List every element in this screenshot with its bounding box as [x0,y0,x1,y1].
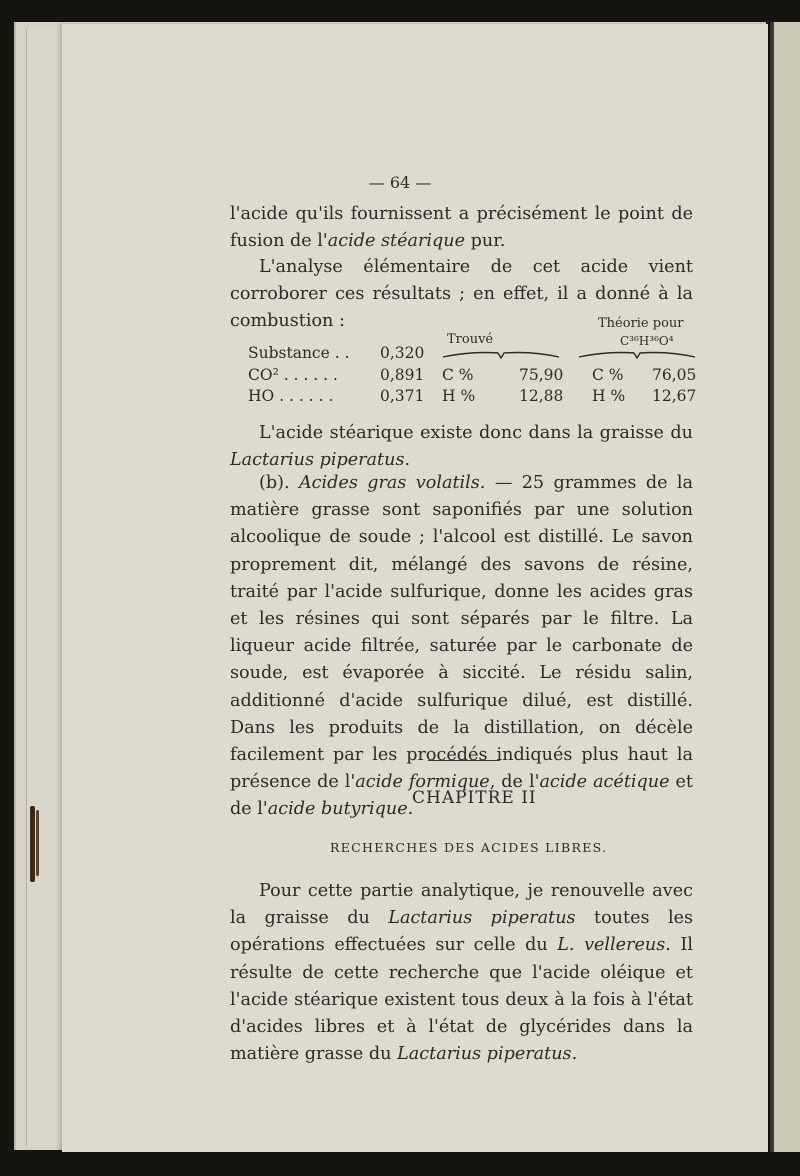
italic-run: Lactarius piperatus [397,1044,572,1065]
page-number: — 64 — [368,173,432,192]
text-run: l'acide qu'ils fournissent a précisément le point de fusion de l' [230,204,693,252]
row-label: Substance . . [248,344,350,362]
italic-run: acide stéarique [327,231,466,252]
paragraph-5 [230,878,693,1068]
paragraph-3 [230,420,693,474]
section-divider [428,760,500,761]
italic-run: acide formique [355,772,490,793]
italic-run: L. vellereus [557,935,666,956]
theory-element: H % [592,387,626,405]
italic-run: acide butyrique [267,799,408,820]
text-run: L'acide stéarique existe donc dans la graisse du [259,423,693,443]
text-run: toutes les opérations effectuées sur celle du [230,908,694,956]
text-run: . [404,450,411,471]
theory-value: 76,05 [652,366,697,384]
text-run: (b). [259,473,299,493]
brace-theory [578,349,696,359]
italic-run: acide acétique [539,772,670,793]
found-element: H % [442,387,476,405]
text-run: . Il résulte de cette recherche que l'acide oléique et l'acide stéarique existent tous deux à la fois à l'état d'acides libres et à l'état de glycérides dans la matière grasse du [230,935,693,1065]
found-value: 75,90 [519,366,564,384]
theory-element: C % [592,366,624,384]
header-found: Trouvé [447,332,494,347]
chapter-subtitle: RECHERCHES DES ACIDES LIBRES. [330,840,608,855]
row-label: HO . . . . . . [248,387,334,405]
italic-run: Lactarius piperatus [230,450,405,471]
text-run: pur. [465,231,506,252]
row-value: 0,371 [380,387,425,405]
text-run: Pour cette partie analytique, je renouvelle avec la graisse du [230,881,693,929]
header-theory: Théorie pour [598,316,684,331]
found-element: C % [442,366,474,384]
theory-value: 12,67 [652,387,697,405]
row-value: 0,320 [380,344,425,362]
text-run: , de l' [489,772,540,793]
italic-run: Acides gras volatils. [298,473,486,493]
text-run: et de l' [230,772,694,820]
paragraph-2: L'analyse élémentaire de cet acide vient corroborer ces résultats ; en effet, il a donné à la combustion : [230,257,693,332]
text-run: — 25 grammes de la matière grasse sont saponifiés par une solution alcoolique de soude ; l'alcool est distillé. Le savon proprement dit, mélangé des savons de résine, traité par l'acide sulfurique, donne les acides gras et les résines qui sont séparés par le filtre. La liqueur acide filtrée, saturée par le carbonate de soude, est évaporée à siccité. Le résidu salin, additionné d'acide sulfurique dilué, est distillé. Dans les produits de la distillation, on décèle facilement par les procédés indiqués plus haut la présence de l' [230,473,693,793]
header-formula: C³⁶H³⁶O⁴ [620,334,674,348]
binding-clip [30,806,35,882]
italic-run: Lactarius piperatus [388,908,576,929]
paragraph-1 [230,201,693,255]
text-run: . [407,799,414,820]
brace-found [442,349,560,359]
found-value: 12,88 [519,387,564,405]
binding-clip-shadow [36,810,39,876]
text-run: . [571,1044,578,1065]
paragraph-4 [230,470,693,824]
chapter-title: CHAPITRE II [412,788,537,808]
row-label: CO² . . . . . . [248,366,338,384]
row-value: 0,891 [380,366,425,384]
